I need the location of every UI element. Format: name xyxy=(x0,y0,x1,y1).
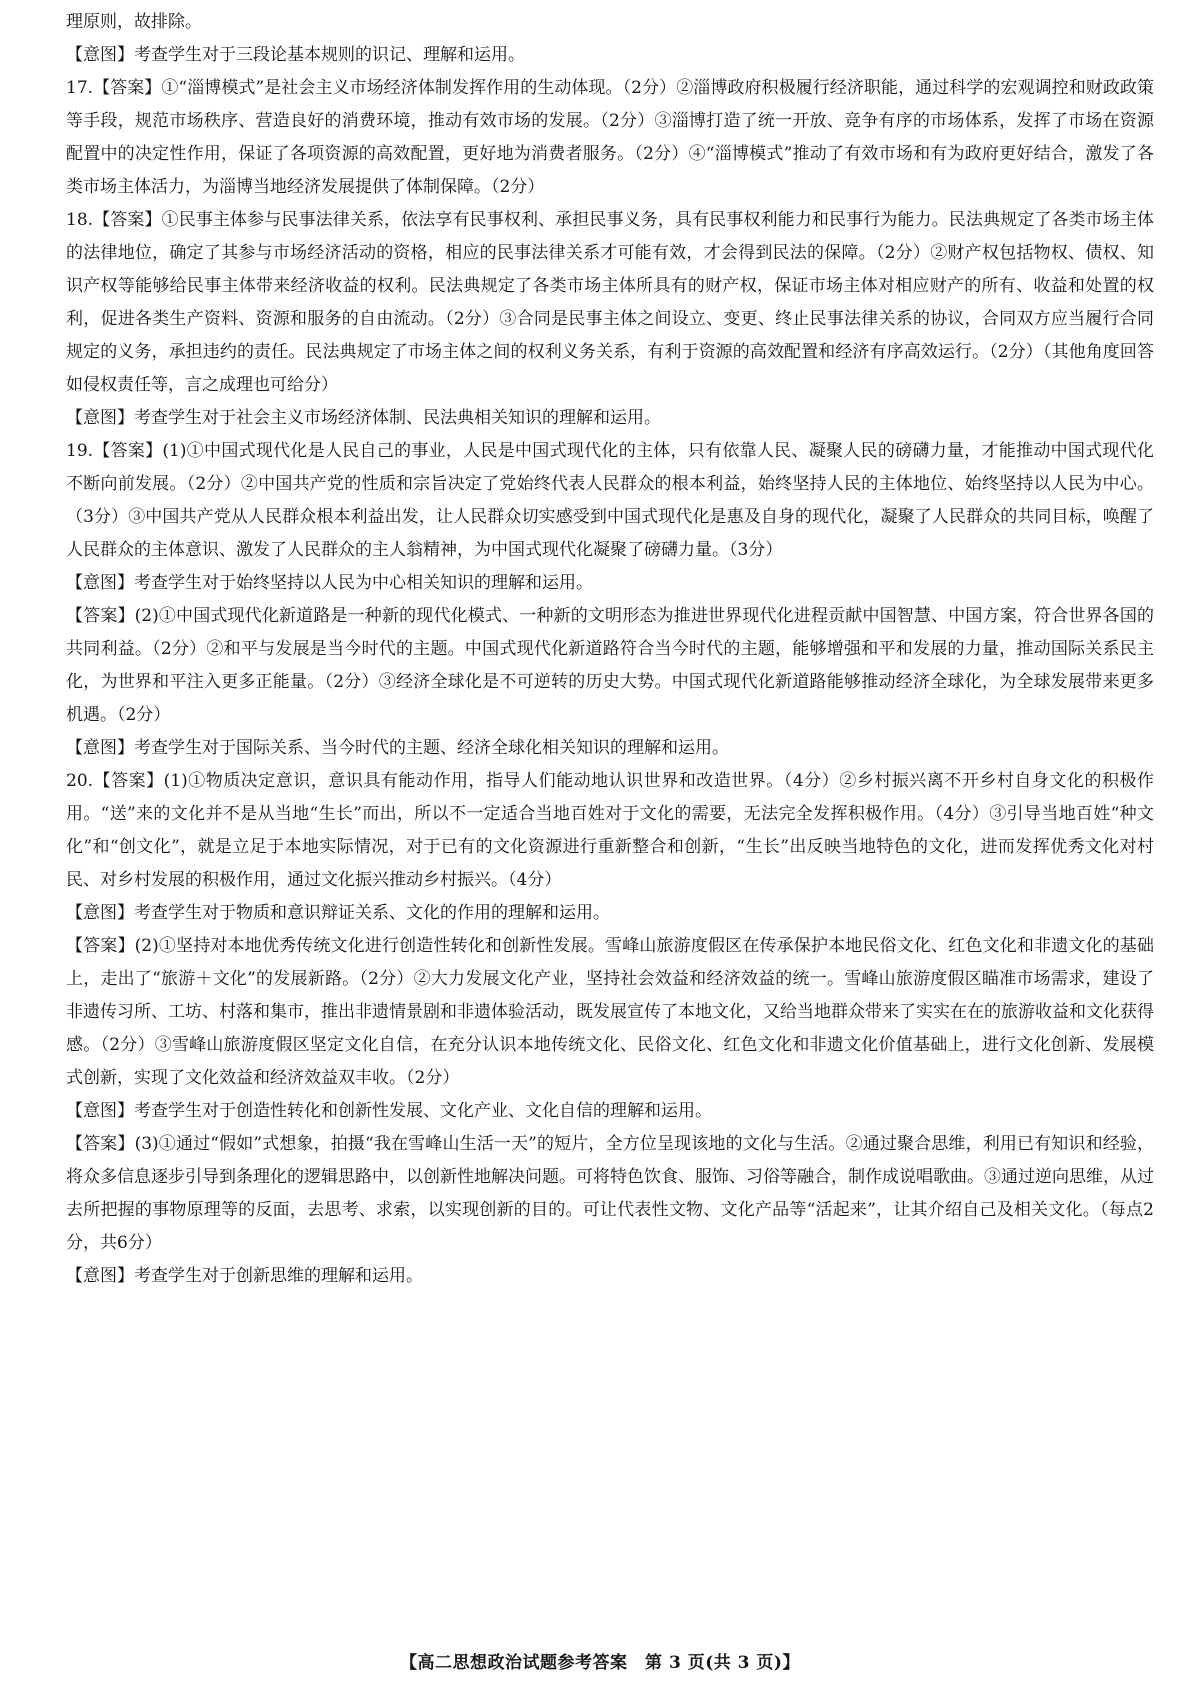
intent-note: 【意图】考查学生对于三段论基本规则的识记、理解和运用。 xyxy=(66,45,525,65)
page-footer: 【高二思想政治试题参考答案 第 3 页(共 3 页)】 xyxy=(400,1653,800,1673)
intent-note: 【意图】考查学生对于社会主义市场经济体制、民法典相关知识的理解和运用。 xyxy=(66,408,661,428)
intent-note: 【意图】考查学生对于物质和意识辩证关系、文化的作用的理解和运用。 xyxy=(66,903,610,923)
answer-17: 17.【答案】①“淄博模式”是社会主义市场经济体制发挥作用的生动体现。（2分）②淄博政府积极履行经济职能，通过科学的宏观调控和财政政策等手段，规范市场秩序、营造良好的消费环境，推动有效市场的发展。（2分）③淄博打造了统一开放、竞争有序的市场体系，发挥了市场在资源配置中的决定性作用，保证了各项资源的高效配置，更好地为消费者服务。（2分）④“淄博模式”推动了有效市场和有为政府更好结合，激发了各类市场主体活力，为淄博当地经济发展提供了体制保障。（2分） xyxy=(66,78,1154,197)
intent-note: 【意图】考查学生对于创新思维的理解和运用。 xyxy=(66,1266,423,1286)
answer-content xyxy=(66,6,1154,1293)
intent-note: 【意图】考查学生对于始终坚持以人民为中心相关知识的理解和运用。 xyxy=(66,573,593,593)
answer-19-2: 【答案】(2)①中国式现代化新道路是一种新的现代化模式、一种新的文明形态为推进世界现代化进程贡献中国智慧、中国方案，符合世界各国的共同利益。（2分）②和平与发展是当今时代的主题。中国式现代化新道路符合当今时代的主题，能够增强和平和发展的力量，推动国际关系民主化，为世界和平注入更多正能量。（2分）③经济全球化是不可逆转的历史大势。中国式现代化新道路能够推动经济全球化，为全球发展带来更多机遇。（2分） xyxy=(66,606,1154,725)
answer-20-1: 20.【答案】(1)①物质决定意识，意识具有能动作用，指导人们能动地认识世界和改造世界。（4分）②乡村振兴离不开乡村自身文化的积极作用。“送”来的文化并不是从当地“生长”而出，所以不一定适合当地百姓对于文化的需要，无法完全发挥积极作用。（4分）③引导当地百姓“种文化”和“创文化”，就是立足于本地实际情况，对于已有的文化资源进行重新整合和创新，“生长”出反映当地特色的文化，进而发挥优秀文化对村民、对乡村发展的积极作用，通过文化振兴推动乡村振兴。（4分） xyxy=(66,771,1154,890)
answer-20-3: 【答案】(3)①通过“假如”式想象，拍摄“我在雪峰山生活一天”的短片，全方位呈现该地的文化与生活。②通过聚合思维，利用已有知识和经验，将众多信息逐步引导到条理化的逻辑思路中，以创新性地解决问题。可将特色饮食、服饰、习俗等融合，制作成说唱歌曲。③通过逆向思维，从过去所把握的事物原理等的反面，去思考、求索，以实现创新的目的。可让代表性文物、文化产品等“活起来”，让其介绍自己及相关文化。（每点2分，共6分） xyxy=(66,1134,1154,1253)
answer-20-2: 【答案】(2)①坚持对本地优秀传统文化进行创造性转化和创新性发展。雪峰山旅游度假区在传承保护本地民俗文化、红色文化和非遗文化的基础上，走出了“旅游＋文化”的发展新路。（2分）②大力发展文化产业，坚持社会效益和经济效益的统一。雪峰山旅游度假区瞄准市场需求，建设了非遗传习所、工坊、村落和集市，推出非遗情景剧和非遗体验活动，既发展宣传了本地文化，又给当地群众带来了实实在在的旅游收益和文化获得感。（2分）③雪峰山旅游度假区坚定文化自信，在充分认识本地传统文化、民俗文化、红色文化和非遗文化价值基础上，进行文化创新、发展模式创新，实现了文化效益和经济效益双丰收。（2分） xyxy=(66,936,1154,1088)
answer-18: 18.【答案】①民事主体参与民事法律关系，依法享有民事权利、承担民事义务，具有民事权利能力和民事行为能力。民法典规定了各类市场主体的法律地位，确定了其参与市场经济活动的资格，相应的民事法律关系才可能有效，才会得到民法的保障。（2分）②财产权包括物权、债权、知识产权等能够给民事主体带来经济收益的权利。民法典规定了各类市场主体所具有的财产权，保证市场主体对相应财产的所有、收益和处置的权利，促进各类生产资料、资源和服务的自由流动。（2分）③合同是民事主体之间设立、变更、终止民事法律关系的协议，合同双方应当履行合同规定的义务，承担违约的责任。民法典规定了市场主体之间的权利义务关系，有利于资源的高效配置和经济有序高效运行。（2分）（其他角度回答如侵权责任等，言之成理也可给分） xyxy=(66,210,1154,395)
paragraph-continuation: 理原则，故排除。 xyxy=(66,12,202,32)
intent-note: 【意图】考查学生对于创造性转化和创新性发展、文化产业、文化自信的理解和运用。 xyxy=(66,1101,712,1121)
intent-note: 【意图】考查学生对于国际关系、当今时代的主题、经济全球化相关知识的理解和运用。 xyxy=(66,738,729,758)
answer-19-1: 19.【答案】(1)①中国式现代化是人民自己的事业，人民是中国式现代化的主体，只有依靠人民、凝聚人民的磅礴力量，才能推动中国式现代化不断向前发展。（2分）②中国共产党的性质和宗旨决定了党始终代表人民群众的根本利益，始终坚持人民的主体地位、始终坚持以人民为中心。（3分）③中国共产党从人民群众根本利益出发，让人民群众切实感受到中国式现代化是惠及自身的现代化，凝聚了人民群众的共同目标，唤醒了人民群众的主体意识、激发了人民群众的主人翁精神，为中国式现代化凝聚了磅礴力量。（3分） xyxy=(66,441,1154,560)
